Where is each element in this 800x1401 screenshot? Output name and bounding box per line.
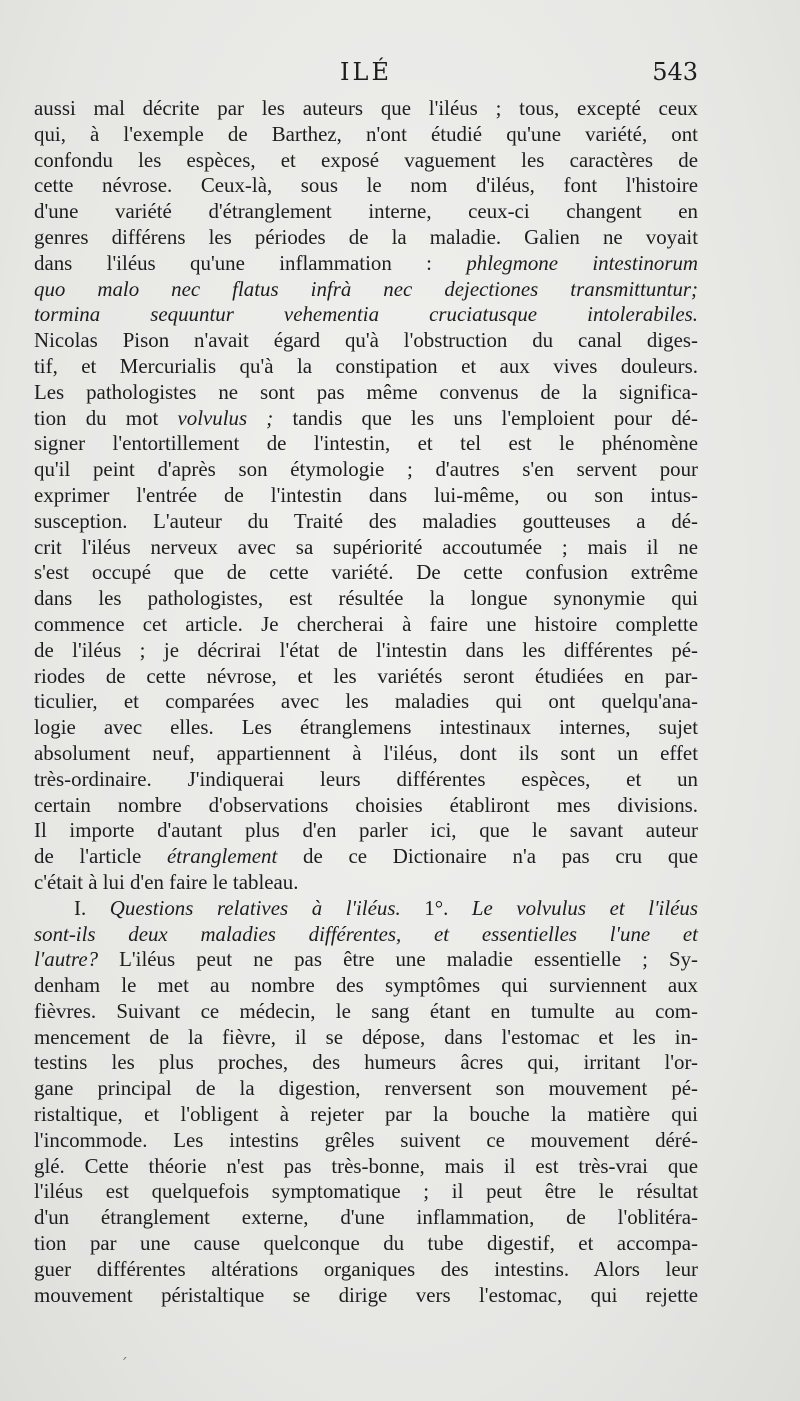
text-line — [34, 431, 698, 457]
text-line — [34, 741, 698, 767]
text-run: Les pathologistes ne sont pas même convenus de la significa- — [34, 379, 698, 404]
text-run: dans l'iléus qu'une inflammation : — [34, 250, 467, 275]
text-run: logie avec elles. Les étranglemens intestinaux internes, sujet — [34, 715, 698, 740]
text-line — [34, 612, 698, 638]
text-run: certain nombre d'observations choisies établiront mes divisions. — [34, 792, 698, 817]
text-run: genres différens les périodes de la maladie. Galien ne voyait — [34, 224, 698, 249]
italic-text: Questions relatives à l'iléus. — [109, 895, 401, 920]
text-line — [34, 277, 698, 303]
text-line — [34, 406, 698, 432]
text-run: confondu les espèces, et exposé vaguement les caractères de — [34, 147, 698, 172]
text-line — [34, 1050, 698, 1076]
text-run: crit l'iléus nerveux avec sa supériorité accoutumée ; mais il ne — [34, 534, 698, 559]
text-line — [34, 818, 698, 844]
text-line — [34, 173, 698, 199]
text-run: L'iléus peut ne pas être une maladie essentielle ; Sy- — [98, 947, 698, 972]
text-line — [34, 999, 698, 1025]
text-line — [34, 767, 698, 793]
italic-text: étranglement — [167, 844, 278, 869]
text-run: gane principal de la digestion, renversent son mouvement pé- — [34, 1076, 698, 1101]
text-run: dans les pathologistes, est résultée la longue synonymie qui — [34, 586, 698, 611]
text-line — [34, 1102, 698, 1128]
text-run: tif, et Mercurialis qu'à la constipation et aux vives douleurs. — [34, 353, 698, 378]
stray-ink-mark: ´ — [120, 1355, 128, 1374]
text-run: de l'iléus ; je décrirai l'état de l'intestin dans les différentes pé- — [34, 637, 698, 662]
text-run: l'iléus est quelquefois symptomatique ; il peut être le résultat — [34, 1179, 698, 1204]
text-run: très-ordinaire. J'indiquerai leurs différentes espèces, et un — [34, 766, 698, 791]
text-line — [34, 896, 698, 922]
text-run: s'est occupé que de cette variété. De cette confusion extrême — [34, 560, 698, 585]
text-line — [34, 148, 698, 174]
text-line — [34, 199, 698, 225]
text-run: riodes de cette névrose, et les variétés seront étudiées en par- — [34, 663, 698, 688]
text-run: exprimer l'entrée de l'intestin dans lui-même, ou son intus- — [34, 482, 698, 507]
text-line — [34, 1205, 698, 1231]
text-line — [34, 1025, 698, 1051]
text-line — [34, 947, 698, 973]
text-line — [34, 1283, 698, 1309]
text-run: 1°. — [400, 895, 472, 920]
text-line — [34, 973, 698, 999]
text-line — [34, 870, 698, 896]
italic-text: quo malo nec flatus infrà nec dejectiones transmittuntur; — [34, 276, 698, 301]
text-run: de ce Dictionaire n'a pas cru que — [277, 844, 698, 869]
text-line — [34, 509, 698, 535]
text-line — [34, 586, 698, 612]
text-line — [34, 1231, 698, 1257]
text-line — [34, 1128, 698, 1154]
text-line — [34, 96, 698, 122]
text-line — [34, 457, 698, 483]
running-title: ILÉ — [340, 58, 392, 86]
text-line — [34, 1179, 698, 1205]
text-line — [34, 380, 698, 406]
text-line — [34, 483, 698, 509]
text-run: fièvres. Suivant ce médecin, le sang étant en tumulte au com- — [34, 998, 698, 1023]
text-run: tion du mot — [34, 405, 178, 430]
text-run: tandis que les uns l'emploient pour dé- — [273, 405, 698, 430]
text-run: mouvement péristaltique se dirige vers l'estomac, qui rejette — [34, 1282, 698, 1307]
text-run: ristaltique, et l'obligent à rejeter par la bouche la matière qui — [34, 1102, 698, 1127]
text-line — [34, 328, 698, 354]
text-line — [34, 664, 698, 690]
text-line — [34, 302, 698, 328]
page-number: 543 — [652, 58, 698, 86]
italic-text: phlegmone intestinorum — [466, 250, 698, 275]
text-line — [34, 1076, 698, 1102]
text-run: Il importe d'autant plus d'en parler ici, que le savant auteur — [34, 818, 698, 843]
text-line — [34, 715, 698, 741]
text-line — [34, 922, 698, 948]
text-run: Nicolas Pison n'avait égard qu'à l'obstruction du canal diges- — [34, 328, 698, 353]
text-run: susception. L'auteur du Traité des maladies goutteuses a dé- — [34, 508, 698, 533]
text-line — [34, 793, 698, 819]
text-run: commence cet article. Je chercherai à faire une histoire complette — [34, 611, 698, 636]
text-run: glé. Cette théorie n'est pas très-bonne, mais il est très-vrai que — [34, 1153, 698, 1178]
text-run: guer différentes altérations organiques des intestins. Alors leur — [34, 1256, 698, 1281]
text-run: absolument neuf, appartiennent à l'iléus, dont ils sont un effet — [34, 740, 698, 765]
text-run: l'incommode. Les intestins grêles suivent ce mouvement déré- — [34, 1127, 698, 1152]
text-run: ticulier, et comparées avec les maladies qui ont quelqu'ana- — [34, 689, 698, 714]
text-run: d'un étranglement externe, d'une inflammation, de l'oblitéra- — [34, 1205, 698, 1230]
text-run: d'une variété d'étranglement interne, ceux-ci changent en — [34, 199, 698, 224]
text-line — [34, 560, 698, 586]
italic-text: volvulus ; — [177, 405, 274, 430]
text-run: de l'article — [34, 844, 168, 869]
text-line — [34, 354, 698, 380]
text-line — [34, 844, 698, 870]
italic-text: l'autre? — [34, 947, 99, 972]
text-run: cette névrose. Ceux-là, sous le nom d'iléus, font l'histoire — [34, 173, 698, 198]
text-run: testins les plus proches, des humeurs âcres qui, irritant l'or- — [34, 1050, 698, 1075]
italic-text: tormina sequuntur vehementia cruciatusque intolerabiles. — [34, 302, 698, 327]
text-line — [34, 1154, 698, 1180]
text-line — [34, 225, 698, 251]
text-line — [34, 689, 698, 715]
italic-text: sont-ils deux maladies différentes, et essentielles l'une et — [34, 921, 698, 946]
text-line — [34, 251, 698, 277]
text-run: I. — [74, 895, 110, 920]
text-run: qui, à l'exemple de Barthez, n'ont étudié qu'une variété, ont — [34, 121, 698, 146]
text-run: c'était à lui d'en faire le tableau. — [34, 869, 299, 894]
italic-text: Le volvulus et l'iléus — [471, 895, 699, 920]
text-line — [34, 122, 698, 148]
text-run: signer l'entortillement de l'intestin, et tel est le phénomène — [34, 431, 698, 456]
text-run: qu'il peint d'après son étymologie ; d'autres s'en servent pour — [34, 457, 698, 482]
body-text — [34, 96, 698, 1308]
text-run: mencement de la fièvre, il se dépose, dans l'estomac et les in- — [34, 1024, 698, 1049]
text-run: tion par une cause quelconque du tube digestif, et accompa- — [34, 1231, 698, 1256]
text-line — [34, 1257, 698, 1283]
text-run: aussi mal décrite par les auteurs que l'iléus ; tous, excepté ceux — [34, 96, 698, 120]
text-run: denham le met au nombre des symptômes qui surviennent aux — [34, 973, 698, 998]
text-line — [34, 638, 698, 664]
page-header — [34, 58, 698, 94]
text-line — [34, 535, 698, 561]
